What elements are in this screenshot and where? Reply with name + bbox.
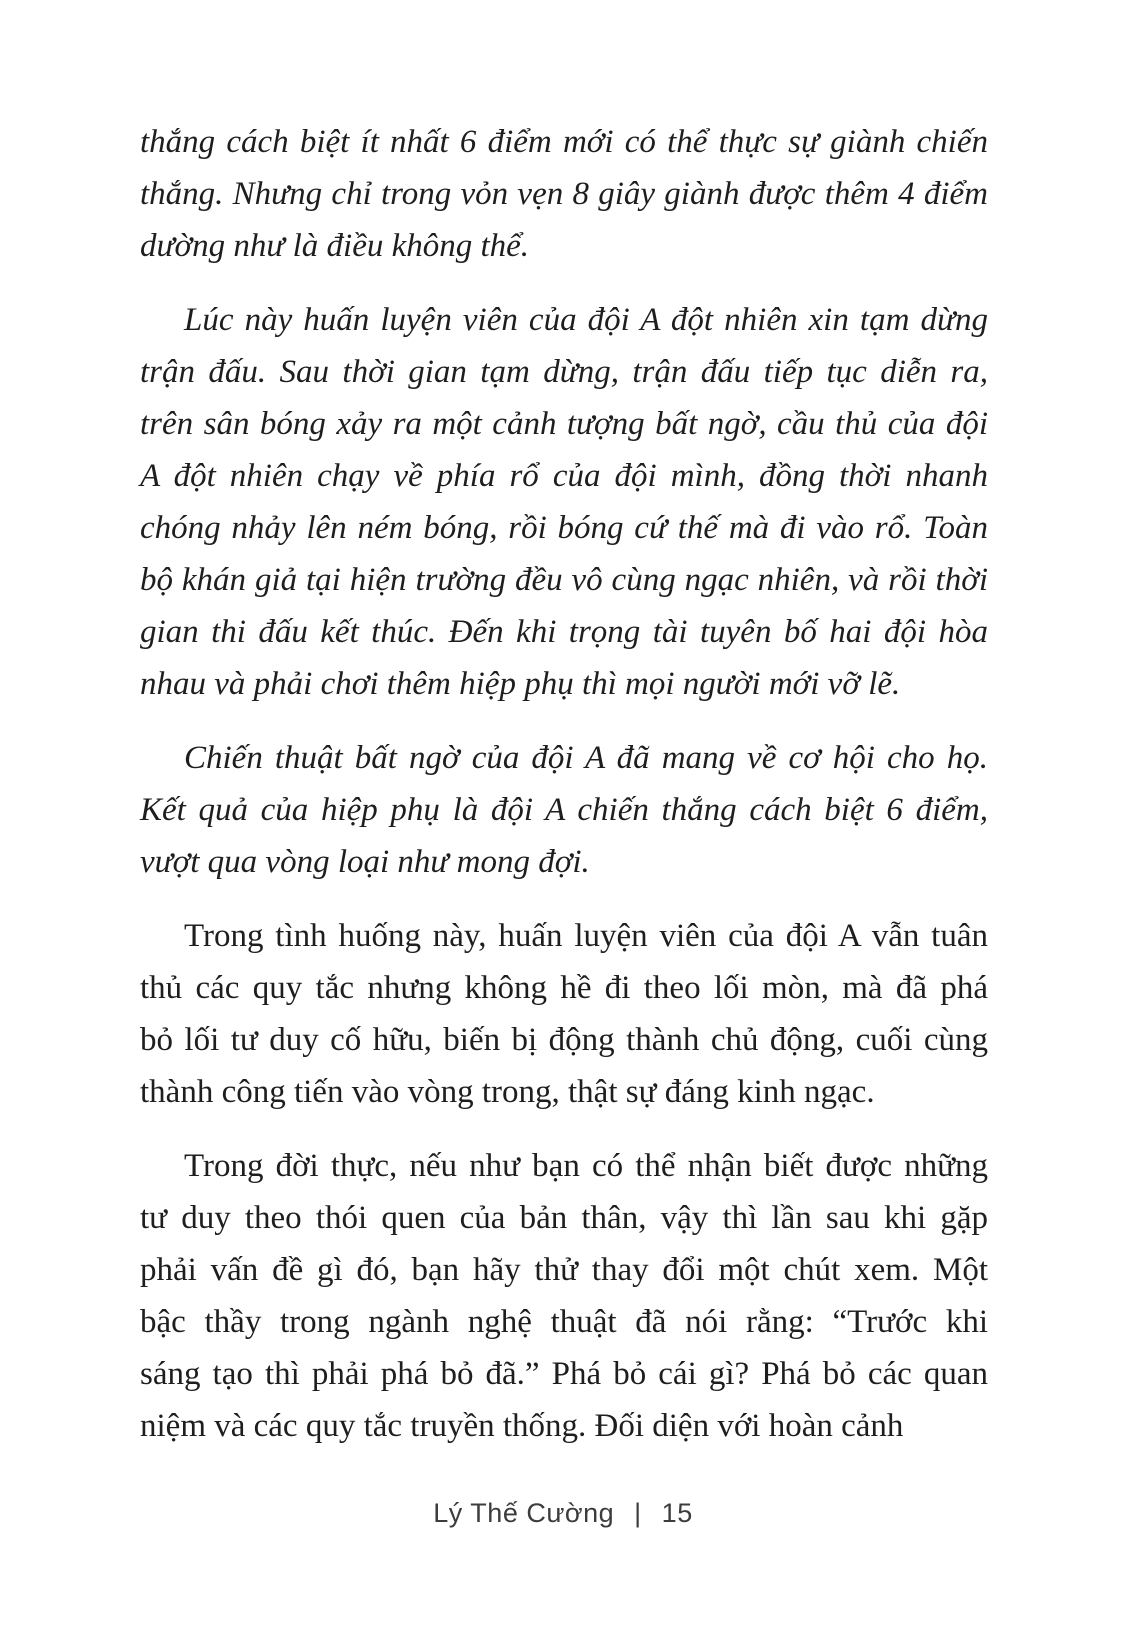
text-line: bỏ lối tư duy cố hữu, biến bị động thành chủ động, cuối cùng: [140, 1022, 988, 1058]
text-line: A đột nhiên chạy về phía rổ của đội mình, đồng thời nhanh: [140, 458, 988, 494]
text-line: sáng tạo thì phải phá bỏ đã.” Phá bỏ cái gì? Phá bỏ các quan: [140, 1356, 988, 1392]
footer-divider: |: [634, 1498, 642, 1528]
text-line: trên sân bóng xảy ra một cảnh tượng bất ngờ, cầu thủ của đội: [140, 406, 988, 442]
text-line: gian thi đấu kết thúc. Đến khi trọng tài tuyên bố hai đội hòa: [140, 614, 988, 650]
text-line: phải vấn đề gì đó, bạn hãy thử thay đổi một chút xem. Một: [140, 1252, 988, 1288]
page-footer: [0, 1498, 1126, 1529]
text-line: Trong tình huống này, huấn luyện viên của đội A vẫn tuân: [184, 918, 988, 954]
paragraph: [140, 910, 988, 1118]
text-line: thành công tiến vào vòng trong, thật sự đáng kinh ngạc.: [140, 1074, 875, 1110]
text-line: thắng. Nhưng chỉ trong vỏn vẹn 8 giây giành được thêm 4 điểm: [140, 176, 988, 212]
text-line: Chiến thuật bất ngờ của đội A đã mang về cơ hội cho họ.: [184, 740, 988, 776]
text-line: bộ khán giả tại hiện trường đều vô cùng ngạc nhiên, và rồi thời: [140, 562, 988, 598]
text-line: Kết quả của hiệp phụ là đội A chiến thắng cách biệt 6 điểm,: [140, 792, 988, 828]
text-line: thủ các quy tắc nhưng không hề đi theo lối mòn, mà đã phá: [140, 970, 988, 1006]
footer-author-name: Lý Thế Cường: [433, 1498, 615, 1528]
paragraph: [140, 294, 988, 710]
text-line: chóng nhảy lên ném bóng, rồi bóng cứ thế mà đi vào rổ. Toàn: [140, 510, 988, 546]
text-line: vượt qua vòng loại như mong đợi.: [140, 844, 590, 880]
paragraph: [140, 732, 988, 888]
paragraph: [140, 116, 988, 272]
paragraph: [140, 1140, 988, 1452]
text-line: thắng cách biệt ít nhất 6 điểm mới có thể thực sự giành chiến: [140, 124, 988, 160]
body-text-block: [140, 116, 988, 1474]
text-line: Lúc này huấn luyện viên của đội A đột nhiên xin tạm dừng: [184, 302, 988, 338]
footer-page-number: 15: [661, 1498, 693, 1528]
text-line: dường như là điều không thể.: [140, 228, 530, 264]
text-line: Trong đời thực, nếu như bạn có thể nhận biết được những: [184, 1148, 988, 1184]
text-line: bậc thầy trong ngành nghệ thuật đã nói rằng: “Trước khi: [140, 1304, 988, 1340]
text-line: trận đấu. Sau thời gian tạm dừng, trận đấu tiếp tục diễn ra,: [140, 354, 988, 390]
text-line: niệm và các quy tắc truyền thống. Đối diện với hoàn cảnh: [140, 1408, 904, 1444]
text-line: nhau và phải chơi thêm hiệp phụ thì mọi người mới vỡ lẽ.: [140, 666, 901, 702]
text-line: tư duy theo thói quen của bản thân, vậy thì lần sau khi gặp: [140, 1200, 988, 1236]
